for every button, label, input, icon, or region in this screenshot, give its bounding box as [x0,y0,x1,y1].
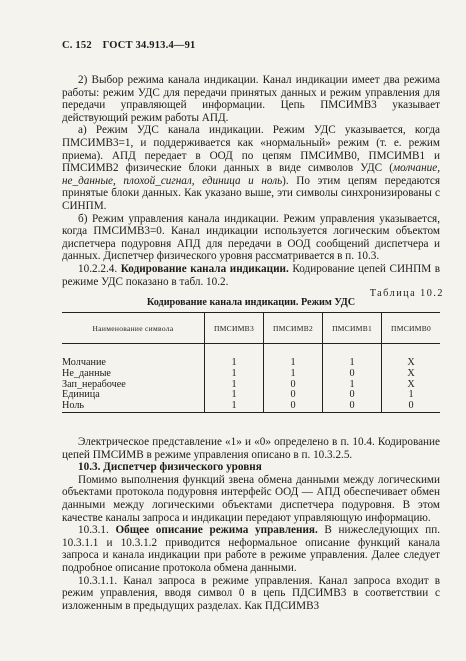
page-number: С. 152 [62,40,92,51]
page-header [62,40,196,51]
header-pmsimv1: ПМСИМВ1 [323,313,382,344]
symbol-name: Ноль [62,401,205,412]
symbol-name: Единица [62,389,100,401]
cell-value: 0 [382,401,440,412]
header-symbol-name: Наименование символа [62,313,205,344]
section-heading-10-2-2-4: Кодирование канала индикации. [120,262,289,275]
cell-value: 1 [205,390,264,401]
text-block-upper [62,74,440,288]
section-number-10-3-1: 10.3.1. [78,524,116,537]
symbol-name: Молчание [62,357,106,368]
paragraph-10-2-2-4 [62,263,440,288]
text-block-lower [62,436,440,612]
cell-value: 1 [264,358,323,369]
uds-symbols-italic: молчание, не_данные, плохой_сигнал, единица и ноль [62,162,440,187]
cell-value: 0 [323,390,382,401]
uds-mode-text-end: ). По этим цепям передаются принятые блоки данных. Как указано выше, эти символы синхронизированы с СИНПМ. [62,174,440,212]
cell-value: 1 [323,358,382,369]
cell-value: 0 [264,401,323,412]
cell-value: 0 [264,380,323,391]
symbol-name: Зап_нерабочее [62,378,126,390]
section-heading-10-3-text: 10.3. Диспетчер физического уровня [78,461,262,474]
cell-value: 1 [382,390,440,401]
uds-mode-text-start: а) Режим УДС канала индикации. Режим УДС указывается, когда ПМСИМВ3=1, и поддерживается как «нормальный» режим (т. е. режим приема). АПД передает в ООД по цепям ПМСИМВ0, ПМСИМВ1 и ПМСИМВ2 физические блоки данных в виде символов УДС ( [62,124,440,175]
table-row [62,390,440,401]
header-pmsimv0: ПМСИМВ0 [382,313,440,344]
header-pmsimv3: ПМСИМВ3 [205,313,264,344]
table-title: Кодирование канала индикации. Режим УДС [146,297,356,308]
cell-value: 1 [205,369,264,380]
cell-value: 0 [323,401,382,412]
table-spacer-row [62,344,440,359]
coding-table [62,312,440,413]
cell-value: 1 [264,369,323,380]
table-row [62,358,440,369]
header-pmsimv2: ПМСИМВ2 [264,313,323,344]
paragraph-control-mode: б) Режим управления канала индикации. Режим управления указывается, когда ПМСИМВ3=0. Канал индикации используется логическим объектом диспетчера подуровня АПД для передачи в ООД сообщений диспетчера и данных. Диспетчер физического уровня рассматривается в п. 10.3. [62,212,440,263]
section-heading-10-3-1: Общее описание режима управления. [115,524,318,537]
cell-value: X [382,380,440,391]
table-label: Таблица 10.2 [369,288,444,299]
cell-value: 1 [205,401,264,412]
table-header-row [62,313,440,344]
section-text-10-3-1: В нижеследующих пп. 10.3.1.1 и 10.3.1.2 приводится неформальное описание функций канала запроса и канала индикации при работе в режиме управления. Далее следует подробное описание протокола обмена данными. [62,524,441,574]
cell-value: X [382,358,440,369]
paragraph-electrical-representation: Электрическое представление «1» и «0» определено в п. 10.4. Кодирование цепей ПМСИМВ в режиме управления описано в п. 10.3.2.5. [62,436,440,461]
section-text-10-2-2-4: Кодирование цепей СИНПМ в режиме УДС показано в табл. 10.2. [62,262,441,288]
paragraph-manager-intro: Помимо выполнения функций звена обмена данными между логическими объектами протокола подуровня интерфейс ООД — АПД обеспечивает обмен данными между логическими объектами диспетчера подуровня. В этом качестве каналы запроса и индикации передают управляющую информацию. [62,473,440,524]
cell-value: 0 [323,369,382,380]
cell-value: 1 [205,380,264,391]
paragraph-uds-mode [62,124,440,212]
paragraph-10-3-1 [62,524,440,574]
cell-value: 1 [323,380,382,391]
section-number-10-2-2-4: 10.2.2.4. [78,262,121,275]
cell-value: 0 [264,390,323,401]
paragraph-mode-selection: 2) Выбор режима канала индикации. Канал индикации имеет два режима работы: режим УДС для передачи принятых данных и режим управления для передачи управляющей информации. Цепь ПМСИМВ3 указывает действующий режим работы АПД. [62,74,440,124]
section-heading-10-3 [62,461,440,474]
table-row [62,369,440,380]
paragraph-10-3-1-1: 10.3.1.1. Канал запроса в режиме управления. Канал запроса входит в режим управления, вводя символ 0 в цепь ПДСИМВ3 в соответствии с изложенным в предыдущих разделах. Как ПДСИМВ3 [62,574,440,612]
cell-value: X [382,369,440,380]
standard-title: ГОСТ 34.913.4—91 [102,40,196,51]
cell-value: 1 [205,358,264,369]
table-row [62,380,440,391]
symbol-name: Не_данные [62,367,111,379]
table-row [62,401,440,412]
